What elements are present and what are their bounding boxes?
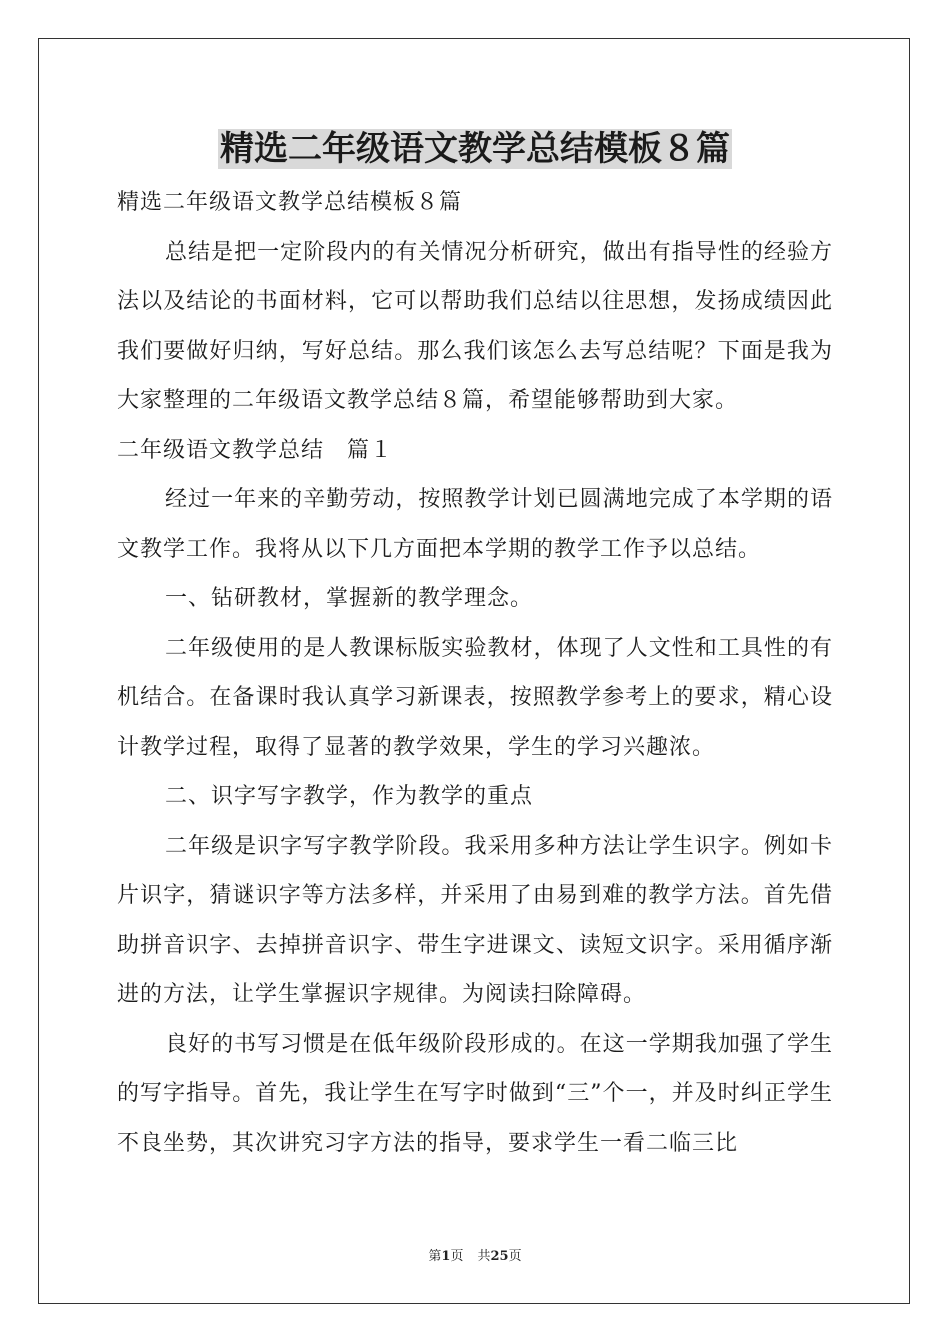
section-heading: 二年级语文教学总结 篇１ bbox=[117, 437, 394, 463]
page-prefix: 第 bbox=[428, 1249, 442, 1264]
page-footer bbox=[0, 1248, 950, 1266]
body-paragraph: 经过一年来的辛勤劳动，按照教学计划已圆满地完成了本学期的语文教学工作。我将从以下几方面把本学期的教学工作予以总结。 bbox=[117, 487, 833, 562]
body-paragraph: 良好的书写习惯是在低年级阶段形成的。在这一学期我加强了学生的写字指导。首先，我让学生在写字时做到“三”个一，并及时纠正学生不良坐势，其次讲究习字方法的指导，要求学生一看二临三比 bbox=[117, 1031, 833, 1156]
subheading-paragraph: 一、钻研教材，掌握新的教学理念。 bbox=[165, 586, 534, 611]
intro-paragraph: 总结是把一定阶段内的有关情况分析研究，做出有指导性的经验方法以及结论的书面材料，它可以帮助我们总结以往思想，发扬成绩因此我们要做好归纳，写好总结。那么我们该怎么去写总结呢？下面是我为大家整理的二年级语文教学总结８篇，希望能够帮助到大家。 bbox=[117, 239, 833, 413]
page-number: 1 bbox=[441, 1249, 451, 1264]
subtitle-paragraph: 精选二年级语文教学总结模板８篇 bbox=[117, 190, 463, 215]
total-suffix: 页 bbox=[508, 1249, 522, 1264]
subheading-paragraph: 二、识字写字教学，作为教学的重点 bbox=[165, 784, 534, 809]
body-paragraph: 二年级使用的是人教课标版实验教材，体现了人文性和工具性的有机结合。在备课时我认真学习新课表，按照教学参考上的要求，精心设计教学过程，取得了显著的教学效果，学生的学习兴趣浓。 bbox=[117, 635, 833, 760]
total-prefix: 共 bbox=[477, 1249, 491, 1264]
body-paragraph: 二年级是识字写字教学阶段。我采用多种方法让学生识字。例如卡片识字，猜谜识字等方法多样，并采用了由易到难的教学方法。首先借助拼音识字、去掉拼音识字、带生字进课文、读短文识字。采用循序渐进的方法，让学生掌握识字规律。为阅读扫除障碍。 bbox=[117, 833, 833, 1007]
page-suffix: 页 bbox=[450, 1249, 464, 1264]
total-pages: 25 bbox=[490, 1249, 509, 1264]
document-title: 精选二年级语文教学总结模板８篇 bbox=[220, 129, 730, 169]
document-body bbox=[117, 178, 833, 1168]
